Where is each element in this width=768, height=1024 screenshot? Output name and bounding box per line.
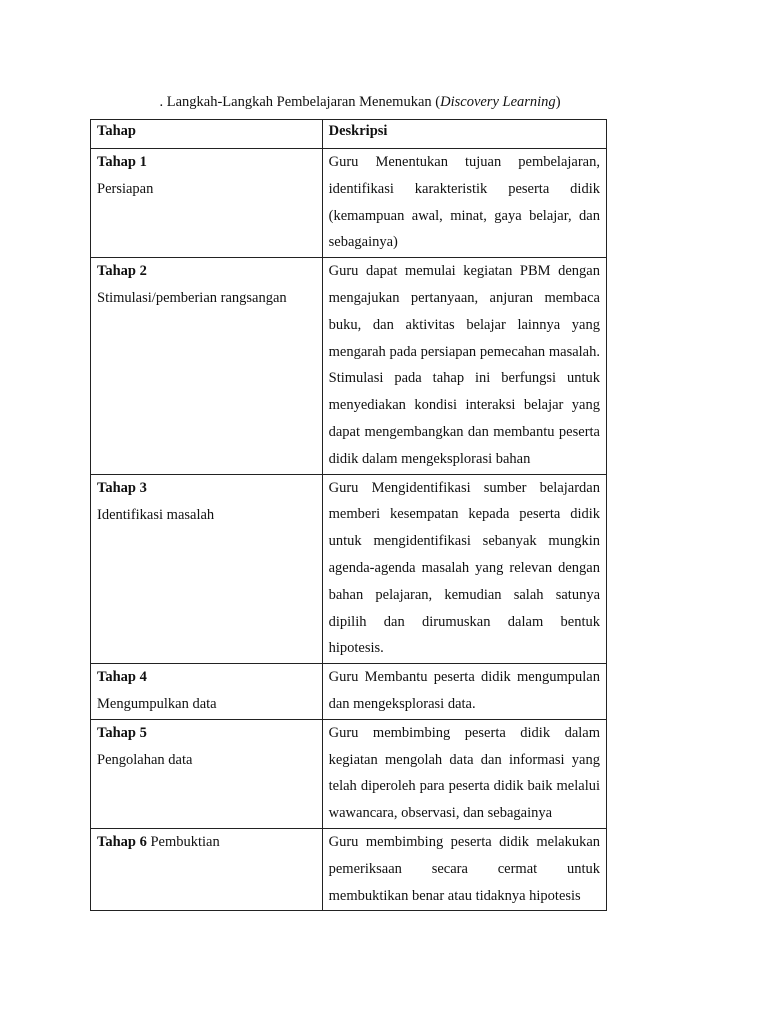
stage-description: Guru Membantu peserta didik mengumpulan dan mengeksplorasi data. bbox=[328, 669, 600, 712]
table-row bbox=[91, 719, 607, 828]
stage-cell bbox=[91, 474, 323, 664]
stage-name: Identifikasi masalah bbox=[97, 506, 215, 523]
stage-name: Stimulasi/pemberian rangsangan bbox=[97, 290, 287, 307]
stage-title: Tahap 1 bbox=[97, 154, 147, 170]
header-description: Deskripsi bbox=[322, 120, 606, 149]
header-stage: Tahap bbox=[91, 120, 323, 149]
stage-description: Guru Mengidentifikasi sumber belajardan memberi kesempatan kepada peserta didik untuk mengidentifikasi sebanyak mungkin agenda-agenda masalah yang relevan dengan bahan pelajaran, kemudian salah satunya dipilih dan dirumuskan dalam bentuk hipotesis. bbox=[328, 479, 600, 657]
stage-title: Tahap 2 bbox=[97, 263, 147, 280]
description-cell bbox=[322, 664, 606, 720]
description-cell bbox=[322, 828, 606, 910]
stage-description: Guru Menentukan tujuan pembelajaran, identifikasi karakteristik peserta didik (kemampuan awal, minat, gaya belajar, dan sebagainya) bbox=[328, 154, 600, 251]
stage-title: Tahap 4 bbox=[97, 669, 147, 686]
stage-cell bbox=[91, 149, 323, 258]
stage-name: Mengumpulkan data bbox=[97, 696, 217, 713]
stage-name: Pembuktian bbox=[150, 833, 220, 850]
table-header-row bbox=[91, 120, 607, 149]
caption-suffix: ) bbox=[555, 94, 561, 110]
stage-title: Tahap 3 bbox=[97, 479, 147, 496]
description-cell bbox=[322, 149, 606, 258]
stage-title-text: Tahap 6 bbox=[97, 833, 147, 850]
stage-title-inline bbox=[97, 829, 316, 856]
stage-cell bbox=[91, 258, 323, 474]
stage-cell bbox=[91, 664, 323, 720]
stage-title: Tahap 5 bbox=[97, 724, 147, 741]
caption-italic-term: Discovery Learning bbox=[440, 94, 556, 110]
stage-description: Guru dapat memulai kegiatan PBM dengan mengajukan pertanyaan, anjuran membaca buku, dan aktivitas belajar lainnya yang mengarah pada persiapan pemecahan masalah. Stimulasi pada tahap ini berfungsi untuk menyediakan kondisi interaksi belajar yang dapat mengembangkan dan membantu peserta didik dalam mengeksplorasi bahan bbox=[328, 263, 600, 467]
stage-name: Persiapan bbox=[97, 181, 154, 197]
table-caption bbox=[0, 92, 720, 112]
table-row bbox=[91, 474, 607, 664]
discovery-learning-steps-table bbox=[90, 119, 607, 911]
description-cell bbox=[322, 719, 606, 828]
caption-prefix: . Langkah-Langkah Pembelajaran Menemukan ( bbox=[159, 94, 441, 110]
stage-cell bbox=[91, 719, 323, 828]
table-row bbox=[91, 258, 607, 474]
stage-description: Guru membimbing peserta didik melakukan pemeriksaan secara cermat untuk membuktikan benar atau tidaknya hipotesis bbox=[328, 833, 600, 904]
table-row bbox=[91, 664, 607, 720]
description-cell bbox=[322, 474, 606, 664]
table-row bbox=[91, 149, 607, 258]
stage-description: Guru membimbing peserta didik dalam kegiatan mengolah data dan informasi yang telah diperoleh para peserta didik baik melalui wawancara, observasi, dan sebagainya bbox=[328, 724, 600, 822]
table-row bbox=[91, 828, 607, 910]
stage-cell bbox=[91, 828, 323, 910]
description-cell bbox=[322, 258, 606, 474]
stage-name: Pengolahan data bbox=[97, 751, 193, 768]
